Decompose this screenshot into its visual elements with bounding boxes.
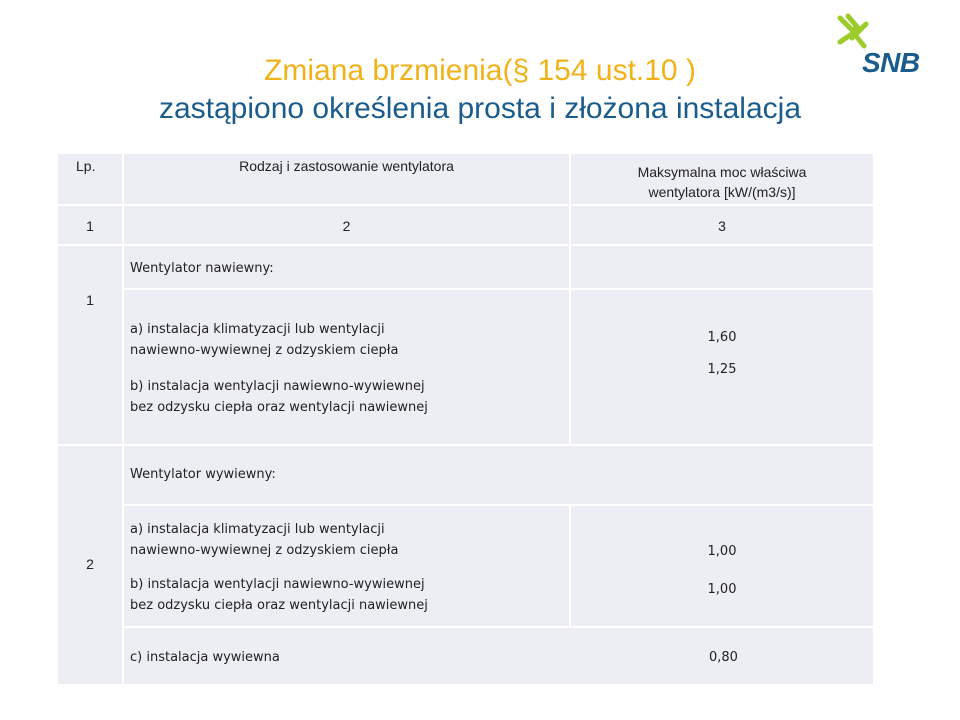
- row-1-value-b: 1,25: [707, 362, 737, 377]
- row-1-option-a: [130, 319, 560, 361]
- header-power: [571, 162, 873, 202]
- row-2-value-a: 1,00: [707, 544, 737, 559]
- row-2-option-b: [130, 574, 560, 616]
- row-1-option-b: [130, 376, 560, 418]
- row-2-number: 2: [86, 556, 94, 572]
- slide-title-line2: zastąpiono określenia prosta i złożona instalacja: [158, 92, 802, 125]
- table-divider: [58, 444, 873, 446]
- row-2-value-c: 0,80: [709, 650, 738, 665]
- row-1-option-b-line1: b) instalacja wentylacji nawiewno-wywiewnej: [130, 379, 425, 394]
- col-number-1: 1: [86, 218, 94, 234]
- snb-logo: [832, 12, 932, 76]
- row-1-option-a-line2: nawiewno-wywiewnej z odzyskiem ciepła: [130, 343, 399, 358]
- slide-title-line1: Zmiana brzmienia(§ 154 ust.10 ): [264, 54, 696, 87]
- table-divider: [123, 288, 873, 290]
- row-2-option-b-line2: bez odzysku ciepła oraz wentylacji nawiewnej: [130, 598, 428, 613]
- col-number-2: 2: [342, 218, 351, 234]
- row-1-option-b-line2: bez odzysku ciepła oraz wentylacji nawiewnej: [130, 400, 428, 415]
- logo-text: SNB: [862, 47, 920, 78]
- row-1-heading: Wentylator nawiewny:: [130, 261, 274, 276]
- table-divider: [123, 504, 873, 506]
- table-divider: [123, 626, 873, 628]
- row-2-option-a: [130, 519, 560, 561]
- row-2-value-b: 1,00: [707, 582, 737, 597]
- ventilator-table: [58, 154, 873, 684]
- col-number-3: 3: [718, 218, 726, 234]
- row-2-heading: Wentylator wywiewny:: [130, 467, 276, 482]
- row-1-value-a: 1,60: [707, 330, 737, 345]
- row-1-option-a-line1: a) instalacja klimatyzacji lub wentylacji: [130, 322, 385, 337]
- table-divider: [58, 244, 873, 246]
- header-type: Rodzaj i zastosowanie wentylatora: [239, 158, 454, 174]
- row-2-option-a-line1: a) instalacja klimatyzacji lub wentylacji: [130, 522, 385, 537]
- table-divider: [569, 504, 571, 626]
- header-power-line2: wentylatora [kW/(m3/s)]: [648, 184, 796, 200]
- header-power-line1: Maksymalna moc właściwa: [637, 164, 807, 180]
- header-lp: Lp.: [76, 158, 96, 174]
- slide-title: [0, 52, 960, 128]
- row-2-option-a-line2: nawiewno-wywiewnej z odzyskiem ciepła: [130, 543, 399, 558]
- row-1-number: 1: [86, 292, 94, 308]
- table-divider: [58, 204, 873, 206]
- row-2-option-b-line1: b) instalacja wentylacji nawiewno-wywiewnej: [130, 577, 425, 592]
- row-2-option-c: c) instalacja wywiewna: [130, 650, 280, 665]
